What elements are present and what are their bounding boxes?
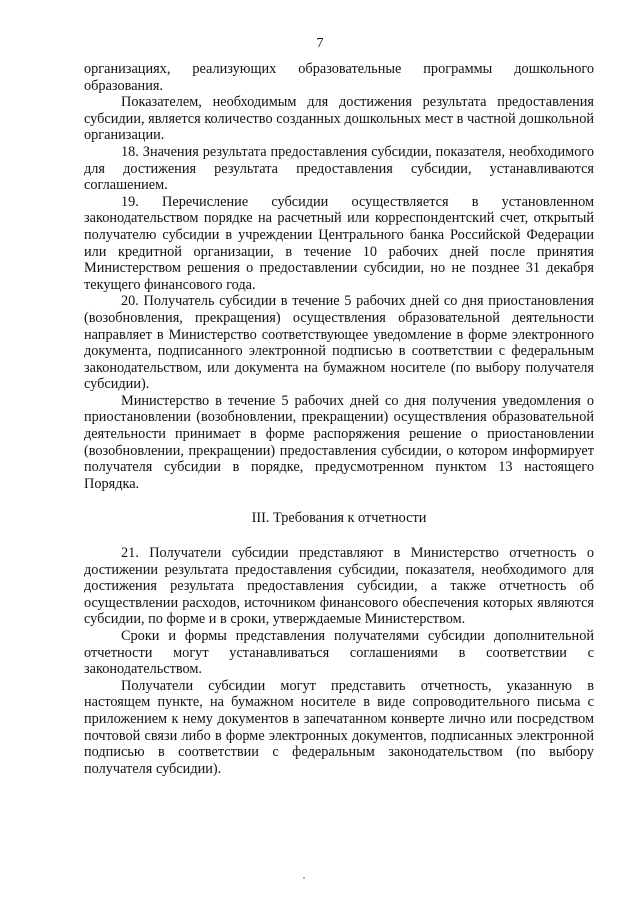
paragraph-continuation: организациях, реализующих образовательные программы дошкольного образования. (84, 61, 594, 94)
paragraph-20: 20. Получатель субсидии в течение 5 рабочих дней со дня приостановления (возобновления, прекращения) осуществления образовательной деятельности направляет в Министерство соответствующее уведомление в форме электронного документа, подписанного электронной подписью в соответствии с федеральным законодательством, или документа на бумажном носителе (по выбору получателя субсидии). (84, 293, 594, 393)
paragraph-additional-reporting: Сроки и формы представления получателями субсидии дополнительной отчетности могут устанавливаться соглашениями в соответствии с законодательством. (84, 628, 594, 678)
paragraph-paper-submission: Получатели субсидии могут представить отчетность, указанную в настоящем пункте, на бумажном носителе в виде сопроводительного письма с приложением к нему документов в запечатанном конверте лично или посредством почтовой связи либо в форме электронных документов, подписанных электронной подписью в соответствии с федеральным законодательством (по выбору получателя субсидии). (84, 677, 594, 777)
scan-dot (303, 877, 305, 879)
paragraph-ministry-decision: Министерство в течение 5 рабочих дней со дня получения уведомления о приостановлении (возобновлении, прекращении) осуществления образовательной деятельности принимает в форме распоряжения решение о приостановлении (возобновлении, прекращении) предоставления субсидии, о котором информирует получателя субсидии в порядке, предусмотренном пунктом 13 настоящего Порядка. (84, 392, 594, 492)
paragraph-21: 21. Получатели субсидии представляют в Министерство отчетность о достижении результата предоставления субсидии, показателя, необходимого для достижения результата предоставления субсидии, а также отчетность об осуществлении расходов, источником финансового обеспечения которых являются субсидии, по форме и в сроки, утверждаемые Министерством. (84, 545, 594, 628)
document-body (84, 61, 594, 777)
page-number: 7 (316, 36, 324, 51)
paragraph-19: 19. Перечисление субсидии осуществляется в установленном законодательством порядке на расчетный или корреспондентский счет, открытый получателю субсидии в учреждении Центрального банка Российской Федерации или кредитной организации, в течение 10 рабочих дней после принятия Министерством решения о предоставлении субсидии, но не позднее 31 декабря текущего финансового года. (84, 193, 594, 293)
section-heading: III. Требования к отчетности (251, 510, 427, 527)
paragraph-18: 18. Значения результата предоставления субсидии, показателя, необходимого для достижения результата предоставления субсидии, устанавливаются соглашением. (84, 143, 594, 194)
paragraph-indicator: Показателем, необходимым для достижения результата предоставления субсидии, является количество созданных дошкольных мест в частной дошкольной организации. (84, 94, 594, 144)
